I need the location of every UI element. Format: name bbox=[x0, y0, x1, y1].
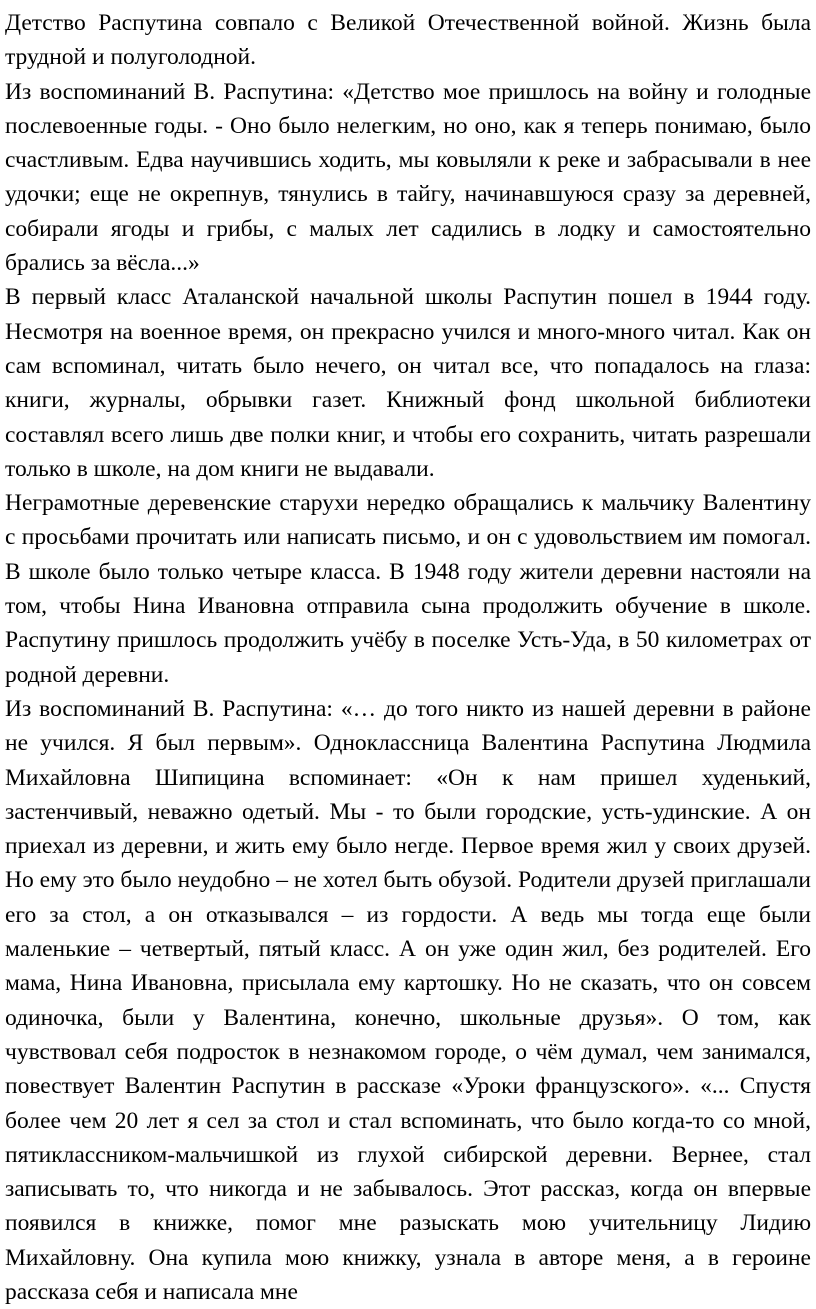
paragraph-first-class-school: В первый класс Аталанской начальной школы Распутин пошел в 1944 году. Несмотря на военное время, он прекрасно учился и много-много читал. Как он сам вспоминал, читать было нечего, он читал все, что попадалось на глаза: книги, журналы, обрывки газет. Книжный фонд школьной библиотеки составлял всего лишь две полки книг, и чтобы его сохранить, читать разрешали только в школе, на дом книги не выдавали. bbox=[5, 284, 811, 482]
document-page bbox=[5, 6, 811, 1309]
paragraph-classmate-memories-french-lessons: Из воспоминаний В. Распутина: «… до того никто из нашей деревни в районе не учился. Я был первым». Одноклассница Валентина Распутина Людмила Михайловна Шипицина вспоминает: «Он к нам пришел худенький, застенчивый, неважно одетый. Мы - то были городские, усть-удинские. А он приехал из деревни, и жить ему было негде. Первое время жил у своих друзей. Но ему это было неудобно – не хотел быть обузой. Родители друзей приглашали его за стол, а он отказывался – из гордости. А ведь мы тогда еще были маленькие – четвертый, пятый класс. А он уже один жил, без родителей. Его мама, Нина Ивановна, присылала ему картошку. Но не сказать, что он совсем одиночка, были у Валентина, конечно, школьные друзья». О том, как чувствовал себя подросток в незнакомом городе, о чём думал, чем занимался, повествует Валентин Распутин в рассказе «Уроки французского». «... Спустя более чем 20 лет я сел за стол и стал вспоминать, что было когда-то со мной, пятиклассником-мальчишкой из глухой сибирской деревни. Вернее, стал записывать то, что никогда и не забывалось. Этот рассказ, когда он впервые появился в книжке, помог мне разыскать мою учительницу Лидию Михайловну. Она купила мою книжку, узнала в авторе меня, а в героине рассказа себя и написала мне bbox=[5, 695, 811, 1305]
paragraph-helping-villagers-ust-uda: Неграмотные деревенские старухи нередко обращались к мальчику Валентину с просьбами прочитать или написать письмо, и он с удовольствием им помогал. В школе было только четыре класса. В 1948 году жители деревни настояли на том, чтобы Нина Ивановна отправила сына продолжить обучение в школе. Распутину пришлось продолжить учёбу в поселке Усть-Уда, в 50 километрах от родной деревни. bbox=[5, 490, 811, 688]
paragraph-rasputin-memories-childhood: Из воспоминаний В. Распутина: «Детство мое пришлось на войну и голодные послевоенные годы. - Оно было нелегким, но оно, как я теперь понимаю, было счастливым. Едва научившись ходить, мы ковыляли к реке и забрасывали в нее удочки; еще не окрепнув, тянулись в тайгу, начинавшуюся сразу за деревней, собирали ягоды и грибы, с малых лет садились в лодку и самостоятельно брались за вёсла...» bbox=[5, 78, 811, 277]
paragraph-childhood-war: Детство Распутина совпало с Великой Отечественной войной. Жизнь была трудной и полуголодной. bbox=[5, 10, 811, 71]
